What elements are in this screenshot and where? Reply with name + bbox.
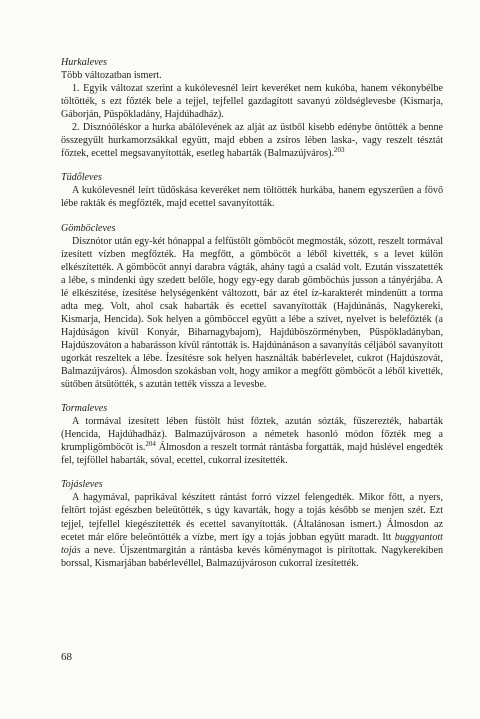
paragraph-text-continued: Álmosdon a reszelt tormát rántásba forgatták, majd húslével engedték fel, tejföllel habarták, sóval, ecettel, cukorral ízesítették. — [61, 442, 443, 467]
footnote-ref: 203 — [333, 146, 345, 155]
section-title: Tormaleves — [61, 403, 108, 415]
paragraph: Több változatban ismert. — [61, 70, 162, 82]
paragraph-text: A tormával ízesített lében füstölt húst főztek, azután sózták, fűszerezték, habarták (Hencida, Hajdúhadház). Balmazújvároson a németek hasonló módon főzték meg a krumpligömböcöt is. — [61, 416, 443, 454]
paragraph — [61, 415, 443, 467]
section-title: Tojásleves — [61, 479, 103, 491]
italic-term: buggyantott tojás — [61, 531, 443, 556]
section-title: Hurkaleves — [61, 57, 107, 68]
section-tojasleves — [61, 478, 443, 569]
paragraph-text: A hagymával, paprikával készített rántást forró vízzel felengedték. Mikor főtt, a nyers, feltört tojást egészben beleütötték, s úgy kavarták, hogy a tojás később se menjen szét. Ezt tejjel, tejfellel kiegészítették és ecettel savanyították. (Általánosan ismert.) Álmosdon az ecetet már előre beleöntötték a vízbe, mert így a tojás jobban együtt maradt. Itt — [61, 492, 443, 543]
paragraph-text: 2. Disznóöléskor a hurka abálólevének az alját az üstből kisebb edénybe öntötték a benne összegyűlt hurkamorzsákkal együtt, majd ebben a zsíros lében laska-, vagy reszelt tésztát főztek, ecettel megsavanyították, esetleg habarták (Balmazújváros). — [61, 122, 443, 160]
paragraph: Disznótor után egy-két hónappal a felfüstölt gömböcöt megmosták, sózott, reszelt tormával ízesített vízben megfőzték. Ha megfőtt, a gömböcöt a léből kivették, s a levet külön elkészítették. A gömböcöt annyi darabra vágták, ahány tagú a család volt. Ezután visszatették a lébe, s mindenki úgy szedett belőle, hogy egy-egy darab gömböchús jusson a tányérjába. A lé elkészítése, ízesítése helységenként változott, bár az étel íz-karakterét mindenütt a torma adta meg. Volt, ahol csak habarták és ecettel savanyították (Hajdúnánás, Nagykereki, Kismarja, Hencida). Sok helyen a gömböccel együtt a lébe a szívet, nyelvet is belefőzték (a Hajdúságon kívül Konyár, Biharnagybajom), Hajdúböszörményben, Püspökladányban, Hajdúszováton a habarásson kívül rántották is. Hajdúnánáson a savanyítás céljából savanyított ugorkát reszeltek a lébe. Ízesítésre sok helyen használták babérlevelet, cukrot (Hajdúszovát, Balmazújváros). Álmosdon szokásban volt, hogy amikor a megfőtt gömböcöt a léből kivették, sütőben átsütötték, s azután tették vissza a levesbe. — [61, 235, 443, 391]
section-title: Tüdőleves — [61, 172, 102, 184]
paragraph-text-continued: a neve. Újszentmargitán a rántásba kevés köménymagot is pirítottak. Nagykerekiben borssal, Kismarjában babérlevéllel, Balmazújvároson cukorral ízesítették. — [61, 544, 443, 569]
paragraph — [61, 121, 443, 160]
section-title: Gömböcleves — [61, 222, 116, 234]
section-hurkaleves — [61, 56, 443, 160]
paragraph — [61, 491, 443, 569]
page-content — [61, 56, 443, 581]
section-tormaleves — [61, 402, 443, 467]
page-number: 68 — [61, 651, 72, 663]
paragraph: 1. Egyik változat szerint a kukólevesnél leírt keveréket nem kukóba, hanem vékonybélbe töltötték, s ezt főzték bele a tejjel, tejfellel gazdagított savanyú zöldséglevesbe (Kismarja, Gáborján, Püspökladány, Hajdúhadház). — [61, 83, 443, 121]
section-tudoleves — [61, 171, 443, 210]
paragraph: A kukólevesnél leírt tüdőskása keveréket nem töltötték hurkába, hanem egyszerűen a fövő lébe rakták és megfőzték, majd ecettel savanyították. — [61, 185, 443, 210]
section-gombocleves — [61, 222, 443, 392]
footnote-ref: 204 — [145, 440, 156, 449]
